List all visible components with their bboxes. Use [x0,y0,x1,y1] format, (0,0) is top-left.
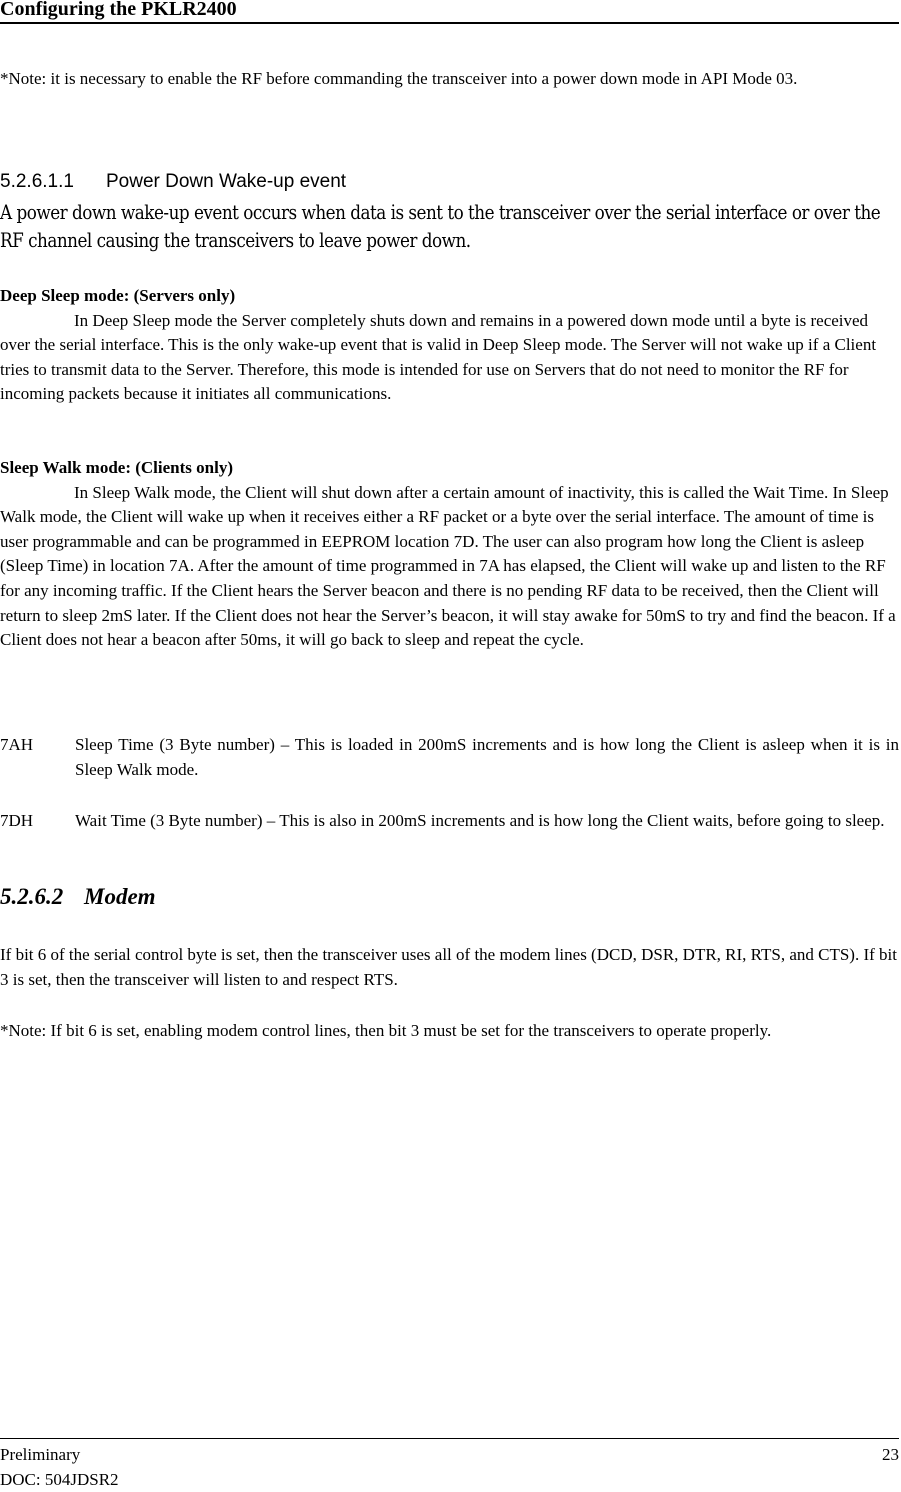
footer-status: Preliminary [0,1445,81,1464]
register-entry-7dh [0,809,899,834]
register-address: 7DH [0,811,34,830]
sleep-walk-section [0,456,899,653]
footer-left [0,1443,119,1492]
deep-sleep-section [0,284,899,407]
section-number: 5.2.6.2 [0,884,64,909]
deep-sleep-body-wrapper [0,309,899,407]
subsection-heading [0,170,346,194]
subsection-title: Power Down Wake-up event [106,171,347,192]
section-heading [0,882,156,912]
footer-doc-number: DOC: 504JDSR2 [0,1469,119,1489]
register-entry-7ah [0,733,899,782]
rf-note: *Note: it is necessary to enable the RF before commanding the transceiver into a power down mode in API Mode 03. [0,69,798,88]
subsection-number: 5.2.6.1.1 [0,171,74,192]
section-title: Modem [84,884,156,909]
sleep-walk-title: Sleep Walk mode: (Clients only) [0,458,233,477]
footer-divider [0,1438,899,1439]
header-title: Configuring the PKLR2400 [0,0,237,20]
deep-sleep-body: In Deep Sleep mode the Server completely shuts down and remains in a powered down mode until a byte is received over the serial interface. This is the only wake-up event that is valid in Deep Sleep mode. The Server will not wake up if a Client tries to transmit data to the Server. Therefore, this mode is intended for use on Servers that do not need to monitor the RF for incoming packets because it initiates all communications. [0,310,877,404]
deep-sleep-title: Deep Sleep mode: (Servers only) [0,286,236,305]
sleep-walk-body: In Sleep Walk mode, the Client will shut down after a certain amount of inactivity, this is called the Wait Time. In Sleep Walk mode, the Client will wake up when it receives either a RF packet or a byte over the serial interface. The amount of time is user programmable and can be programmed in EEPROM location 7D. The user can also program how long the Client is asleep (Sleep Time) in location 7A. After the amount of time programmed in 7A has elapsed, the Client will wake up and listen to the RF for any incoming traffic. If the Client hears the Server beacon and there is no pending RF data to be received, then the Client will return to sleep 2mS later. If the Client does not hear the Server’s beacon, it will stay awake for 50mS to try and find the beacon. If a Client does not hear a beacon after 50ms, it will go back to sleep and repeat the cycle. [0,482,896,650]
sleep-walk-body-wrapper [0,481,899,653]
modem-paragraph: If bit 6 of the serial control byte is set, then the transceiver uses all of the modem lines (DCD, DSR, DTR, RI, RTS, and CTS). If bit 3 is set, then the transceiver will listen to and respect RTS. [0,945,897,989]
register-description: Wait Time (3 Byte number) – This is also in 200mS increments and is how long the Client waits, before going to sleep. [75,811,885,830]
page-header [0,0,899,24]
register-description: Sleep Time (3 Byte number) – This is loaded in 200mS increments and is how long the Client is asleep when it is in Sleep Walk mode. [75,735,899,779]
register-address: 7AH [0,735,34,754]
subsection-description: A power down wake-up event occurs when data is sent to the transceiver over the serial interface or over the RF channel causing the transceivers to leave power down. [0,200,881,252]
modem-note: *Note: If bit 6 is set, enabling modem control lines, then bit 3 must be set for the transceivers to operate properly. [0,1021,772,1040]
page-number: 23 [882,1445,899,1464]
